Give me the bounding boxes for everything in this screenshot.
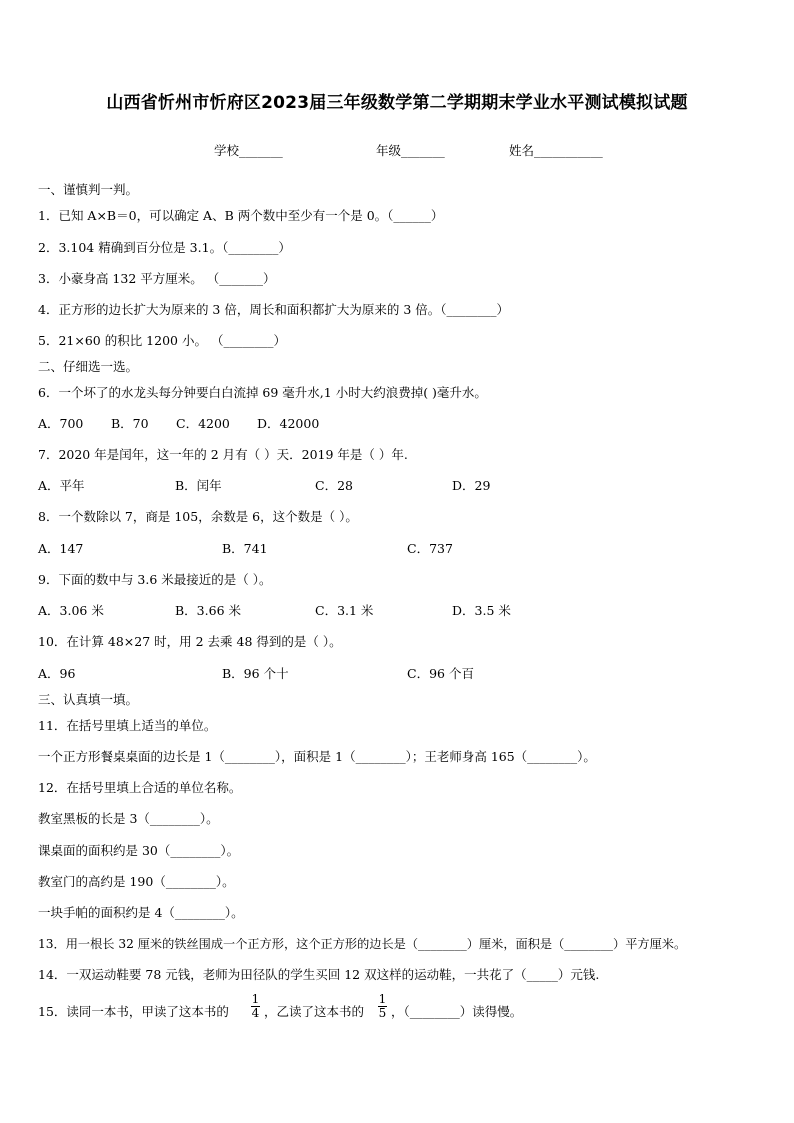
question-12-d: 一块手帕的面积约是 4（________）。 — [38, 905, 244, 920]
option-q7-c: C．28 — [315, 478, 353, 493]
question-15-part-2: ，乙读了这本书的 — [264, 1004, 365, 1019]
name-field[interactable]: 姓名___________ — [509, 143, 603, 158]
option-q10-c: C．96 个百 — [407, 666, 474, 681]
section-heading-1: 一、谨慎判一判。 — [38, 182, 139, 197]
option-q7-a: A．平年 — [38, 478, 85, 493]
option-q6-c: C．4200 — [176, 416, 230, 431]
fraction-denominator: 5 — [378, 1006, 387, 1020]
question-2: 2．3.104 精确到百分位是 3.1。（________） — [38, 240, 291, 255]
fraction-one-quarter — [251, 993, 260, 1020]
question-5: 5．21×60 的积比 1200 小。 （________） — [38, 333, 286, 348]
question-4: 4．正方形的边长扩大为原来的 3 倍，周长和面积都扩大为原来的 3 倍。（________） — [38, 302, 510, 317]
option-q8-b: B．741 — [222, 541, 268, 556]
school-field[interactable]: 学校_______ — [214, 143, 283, 158]
option-q10-a: A．96 — [38, 666, 76, 681]
option-q6-d: D．42000 — [257, 416, 320, 431]
option-q7-d: D．29 — [452, 478, 491, 493]
question-9: 9．下面的数中与 3.6 米最接近的是（ ）。 — [38, 572, 272, 587]
option-q6-b: B．70 — [111, 416, 149, 431]
fraction-denominator: 4 — [251, 1006, 260, 1020]
fraction-numerator: 1 — [378, 992, 387, 1006]
option-q10-b: B．96 个十 — [222, 666, 289, 681]
option-q8-a: A．147 — [38, 541, 84, 556]
question-11-text: 一个正方形餐桌桌面的边长是 1（________），面积是 1（________）；王老师身高 165（________）。 — [38, 749, 596, 764]
question-12: 12．在括号里填上合适的单位名称。 — [38, 780, 242, 795]
option-q8-c: C．737 — [407, 541, 453, 556]
question-3: 3．小豪身高 132 平方厘米。 （_______） — [38, 271, 276, 286]
question-14: 14．一双运动鞋要 78 元钱，老师为田径队的学生买回 12 双这样的运动鞋，一共花了（_____）元钱. — [38, 967, 600, 982]
option-q9-d: D．3.5 米 — [452, 603, 511, 618]
option-q9-c: C．3.1 米 — [315, 603, 374, 618]
page-title: 山西省忻州市忻府区2023届三年级数学第二学期期末学业水平测试模拟试题 — [106, 93, 688, 113]
question-12-b: 课桌面的面积约是 30（________）。 — [38, 843, 240, 858]
question-10: 10．在计算 48×27 时，用 2 去乘 48 得到的是（ ）。 — [38, 634, 342, 649]
fraction-one-fifth — [378, 993, 387, 1020]
option-q7-b: B．闰年 — [175, 478, 222, 493]
question-7: 7．2020 年是闰年，这一年的 2 月有（ ）天．2019 年是（ ）年. — [38, 447, 408, 462]
question-8: 8．一个数除以 7，商是 105，余数是 6，这个数是（ ）。 — [38, 509, 358, 524]
option-q9-b: B．3.66 米 — [175, 603, 241, 618]
question-11: 11．在括号里填上适当的单位。 — [38, 718, 217, 733]
option-q6-a: A．700 — [38, 416, 84, 431]
grade-field[interactable]: 年级_______ — [376, 143, 445, 158]
question-1: 1．已知 A×B＝0，可以确定 A、B 两个数中至少有一个是 0。（______） — [38, 208, 444, 223]
question-12-a: 教室黑板的长是 3（________）。 — [38, 811, 219, 826]
question-6: 6．一个坏了的水龙头每分钟要白白流掉 69 毫升水,1 小时大约浪费掉( )毫升水。 — [38, 385, 487, 400]
section-heading-2: 二、仔细选一选。 — [38, 359, 139, 374]
question-12-c: 教室门的高约是 190（________）。 — [38, 874, 235, 889]
option-q9-a: A．3.06 米 — [38, 603, 104, 618]
question-13: 13．用一根长 32 厘米的铁丝围成一个正方形，这个正方形的边长是（________）厘米，面积是（________）平方厘米。 — [38, 937, 687, 951]
section-heading-3: 三、认真填一填。 — [38, 692, 139, 707]
question-15-part-1: 15．读同一本书，甲读了这本书的 — [38, 1004, 229, 1019]
question-15-part-3: ，（________）读得慢。 — [391, 1004, 523, 1019]
fraction-numerator: 1 — [251, 992, 260, 1006]
